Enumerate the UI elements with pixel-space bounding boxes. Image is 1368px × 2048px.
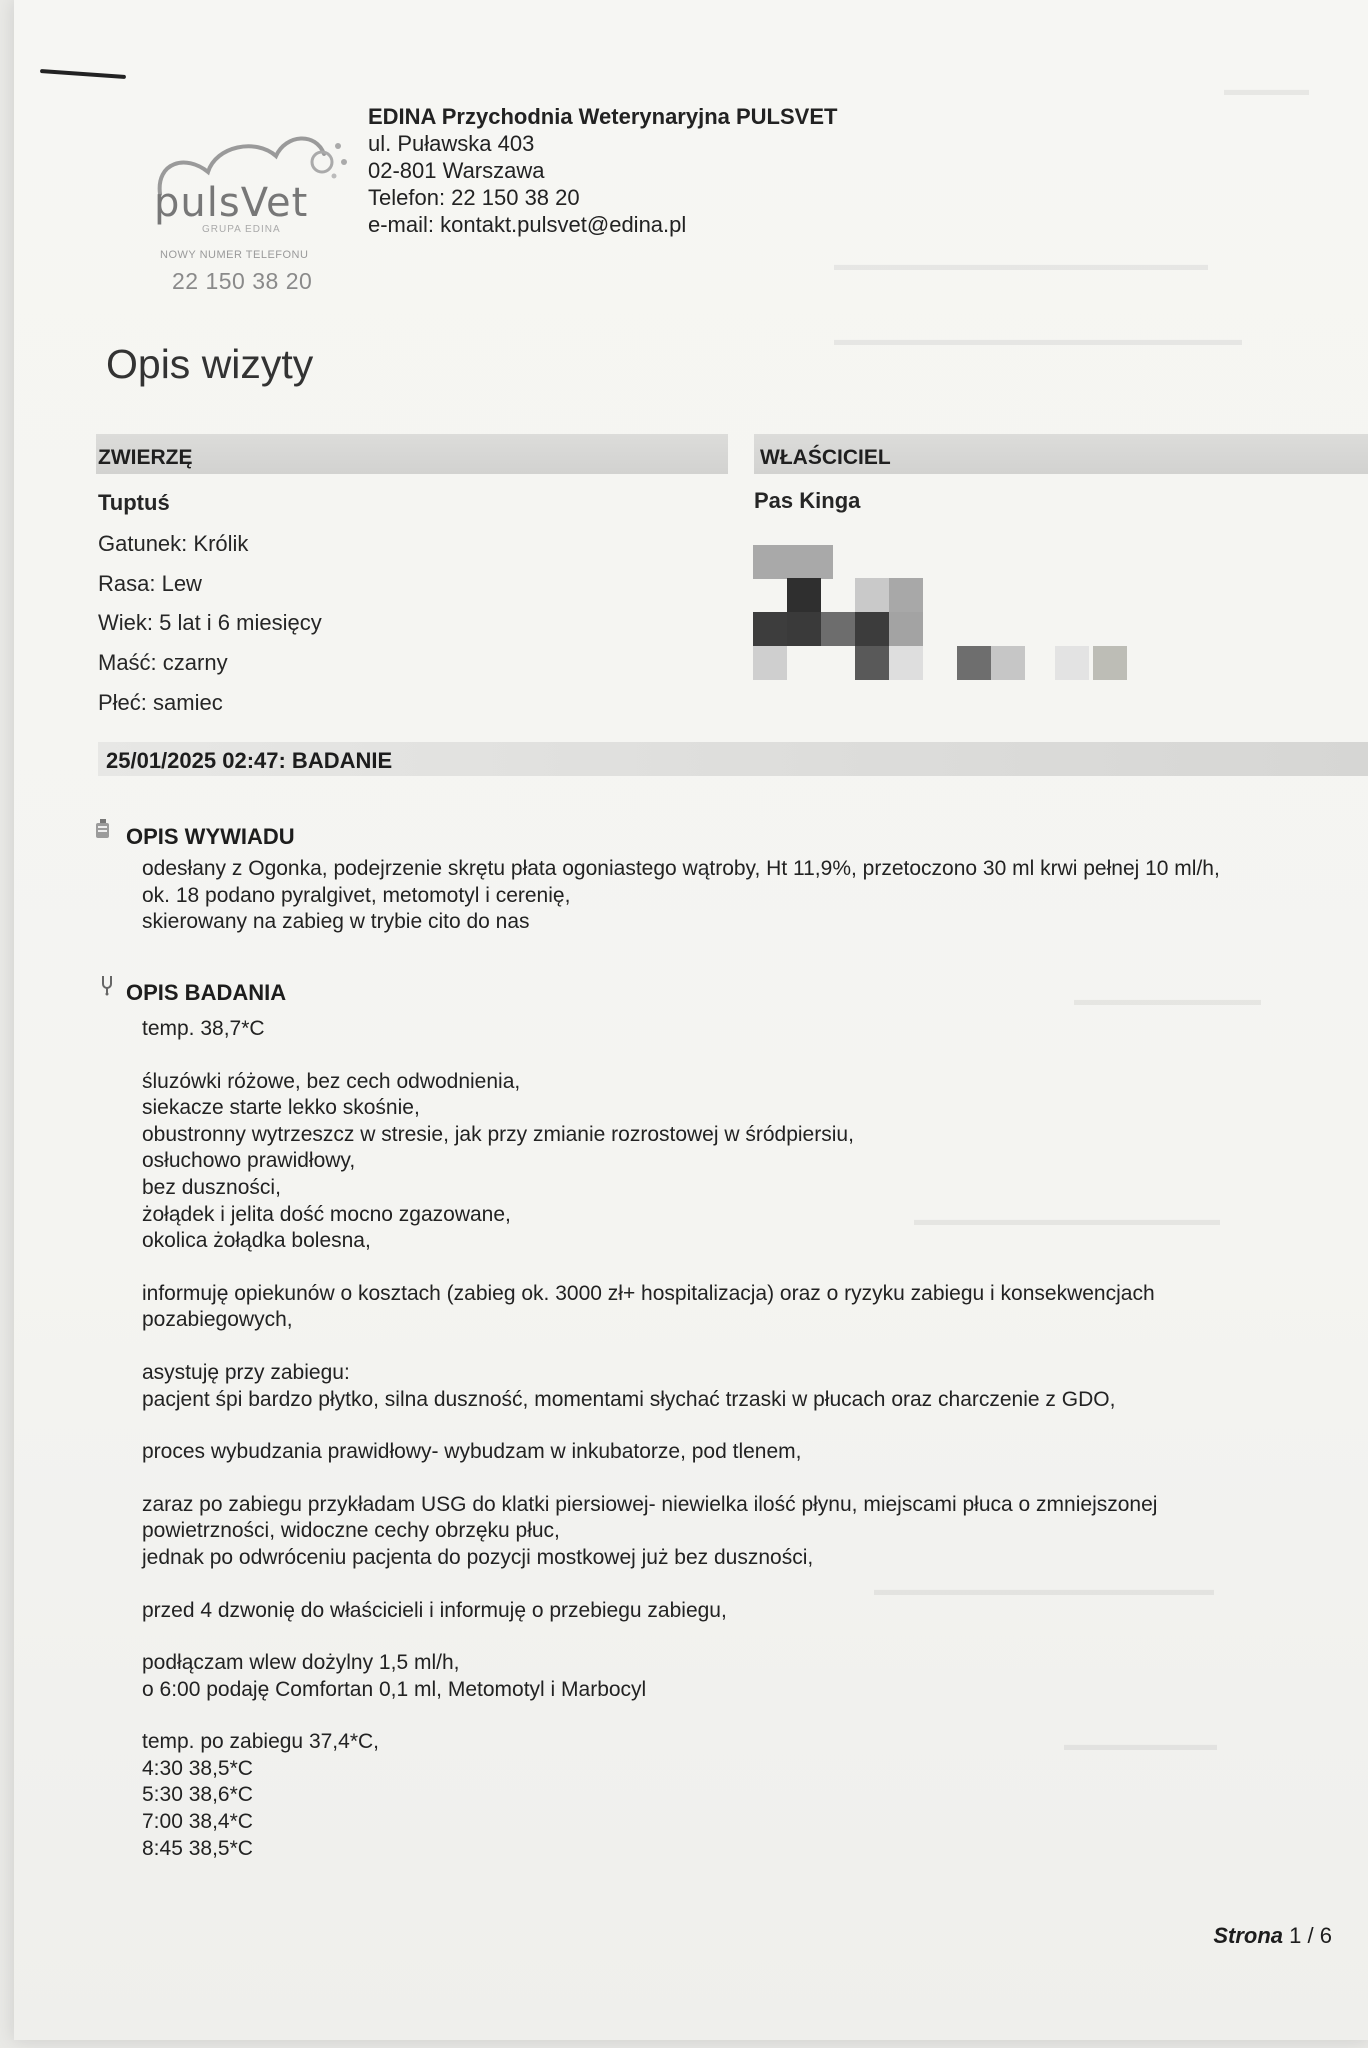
animal-name: Tuptuś (98, 490, 170, 515)
exam-finding: bez duszności, (142, 1175, 281, 1199)
owner-header: WŁAŚCICIEL (760, 446, 891, 469)
page-title: Opis wizyty (106, 341, 314, 387)
bleed-through: ▬▬▬▬▬▬▬▬▬▬▬▬▬▬▬▬▬▬▬▬▬▬ (834, 255, 1208, 274)
history-line: skierowany na zabieg w trybie cito do nas (142, 910, 530, 934)
owner-name: Pas Kinga (754, 488, 861, 513)
exam-finding: okolica żołądka bolesna, (142, 1229, 371, 1253)
animal-sex: Płeć: samiec (98, 690, 223, 715)
exam-costs: pozabiegowych, (142, 1308, 293, 1332)
exam-temp-log: 8:45 38,5*C (142, 1836, 253, 1860)
exam-finding: żołądek i jelita dość mocno zgazowane, (142, 1202, 511, 1226)
exam-temp-log: temp. po zabiegu 37,4*C, (142, 1730, 379, 1754)
page-label: Strona (1213, 1923, 1284, 1948)
bleed-through: ▬▬▬▬▬▬▬▬▬▬▬▬▬▬▬▬▬▬▬▬▬▬▬▬ (834, 330, 1242, 349)
note-icon (94, 818, 112, 840)
animal-breed: Rasa: Lew (98, 571, 202, 596)
clinic-email: e-mail: kontakt.pulsvet@edina.pl (368, 212, 687, 237)
exam-temp: temp. 38,7*C (142, 1017, 265, 1040)
clinic-logo (146, 132, 350, 302)
logo-phone: 22 150 38 20 (172, 268, 313, 294)
exam-call: przed 4 dzwonię do właścicieli i informuję o przebiegu zabiegu, (142, 1598, 727, 1622)
clinic-info (368, 103, 837, 238)
history-line: odesłany z Ogonka, podejrzenie skrętu płata ogoniastego wątroby, Ht 11,9%, przetoczono 30 ml krwi pełnej 10 ml/h, (142, 857, 1220, 880)
exam-text (142, 1016, 1157, 1862)
bleed-through: ▬▬▬▬▬▬▬▬▬ (1064, 1735, 1217, 1754)
page-total: / 6 (1307, 1923, 1332, 1948)
exam-meds: podłączam wlew dożylny 1,5 ml/h, (142, 1651, 460, 1675)
paper-sheet (14, 0, 1368, 2040)
bleed-through: ▬▬▬▬▬▬▬▬▬▬▬▬▬▬▬▬▬▬ (914, 1210, 1220, 1229)
clinic-name: EDINA Przychodnia Weterynaryjna PULSVET (368, 104, 838, 129)
exam-usg: powietrzności, widoczne cechy obrzęku płuc, (142, 1519, 560, 1543)
history-header: OPIS WYWIADU (126, 824, 295, 849)
page-current: 1 (1289, 1923, 1302, 1948)
logo-group: GRUPA EDINA (202, 224, 281, 235)
exam-finding: śluzówki różowe, bez cech odwodnienia, (142, 1069, 521, 1093)
exam-finding: siekacze starte lekko skośnie, (142, 1096, 420, 1120)
bleed-through: ▬▬▬▬▬▬▬▬▬▬▬▬▬▬▬▬▬▬▬▬ (874, 1580, 1214, 1599)
exam-temp-log: 7:00 38,4*C (142, 1810, 253, 1834)
clinic-address: ul. Puławska 403 (368, 131, 535, 156)
history-line: ok. 18 podano pyralgivet, metomotyl i cerenię, (142, 883, 571, 907)
clinic-city: 02-801 Warszawa (368, 158, 545, 183)
logo-wordmark: pulsVet (154, 180, 309, 226)
exam-assist: pacjent śpi bardzo płytko, silna duszność, momentami słychać trzaski w płucach oraz charczenie z GDO, (142, 1387, 1116, 1411)
exam-usg: zaraz po zabiegu przykładam USG do klatki piersiowej- niewielka ilość płynu, miejscami płuca o zmniejszonej (142, 1492, 1158, 1516)
exam-finding: osłuchowo prawidłowy, (142, 1149, 356, 1173)
exam-temp-log: 5:30 38,6*C (142, 1783, 253, 1807)
exam-assist: asystuję przy zabiegu: (142, 1360, 350, 1384)
exam-header: OPIS BADANIA (126, 980, 287, 1005)
history-text (142, 856, 1220, 936)
page-number (1213, 1923, 1332, 1949)
visit-date: 25/01/2025 02:47: BADANIE (106, 748, 393, 773)
animal-color: Maść: czarny (98, 650, 228, 675)
pen-mark (40, 69, 126, 79)
animal-species: Gatunek: Królik (98, 531, 249, 556)
exam-temp-log: 4:30 38,5*C (142, 1756, 253, 1780)
animal-age: Wiek: 5 lat i 6 miesięcy (98, 610, 322, 635)
bleed-through: ▬▬▬▬▬▬▬▬▬▬▬ (1074, 990, 1261, 1009)
exam-usg: jednak po odwróceniu pacjenta do pozycji mostkowej już bez duszności, (142, 1545, 814, 1569)
exam-costs: informuję opiekunów o kosztach (zabieg ok. 3000 zł+ hospitalizacja) oraz o ryzyku zabiegu i konsekwencjach (142, 1281, 1155, 1305)
bleed-through: ▬▬▬▬▬ (1224, 80, 1309, 99)
animal-header: ZWIERZĘ (98, 446, 193, 469)
logo-new-number-note: NOWY NUMER TELEFONU (160, 249, 309, 261)
exam-wake: proces wybudzania prawidłowy- wybudzam w inkubatorze, pod tlenem, (142, 1440, 802, 1464)
exam-finding: obustronny wytrzeszcz w stresie, jak przy zmianie rozrostowej w śródpiersiu, (142, 1122, 854, 1146)
clinic-phone: Telefon: 22 150 38 20 (368, 185, 580, 210)
stethoscope-icon (98, 974, 116, 996)
exam-meds: o 6:00 podaję Comfortan 0,1 ml, Metomotyl i Marbocyl (142, 1677, 647, 1701)
